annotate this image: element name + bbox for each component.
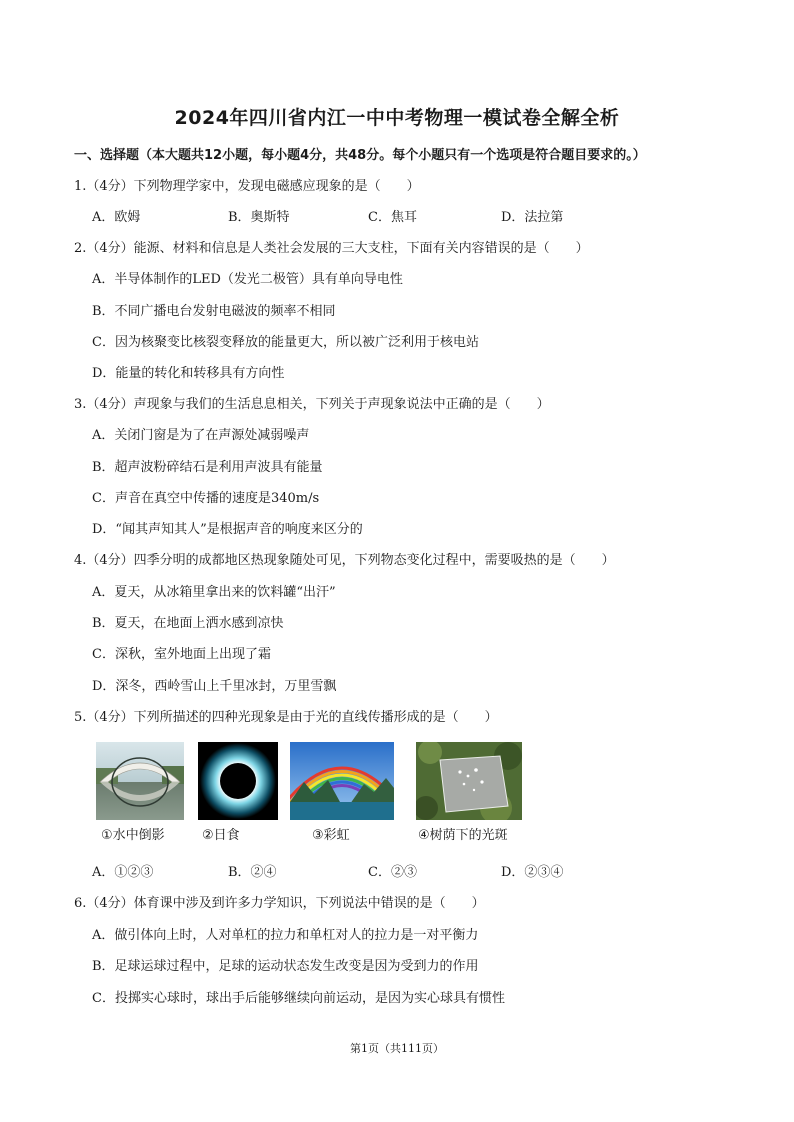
q4-option-a: A．夏天，从冰箱里拿出来的饮料罐“出汗” — [92, 585, 336, 600]
image-solar-eclipse — [198, 742, 278, 820]
q1-option-a: A．欧姆 — [92, 210, 141, 225]
q1-option-c: C．焦耳 — [368, 210, 417, 225]
image-light-spots — [416, 742, 522, 820]
q5-option-b: B．②④ — [228, 865, 277, 880]
q2-option-d: D．能量的转化和转移具有方向性 — [92, 366, 285, 381]
caption-3: ③彩虹 — [312, 828, 350, 843]
image-water-reflection — [96, 742, 184, 820]
question-1-stem: 1.（4分）下列物理学家中，发现电磁感应现象的是（ ） — [74, 179, 420, 194]
q1-option-b: B．奥斯特 — [228, 210, 290, 225]
q6-option-b: B．足球运球过程中，足球的运动状态发生改变是因为受到力的作用 — [92, 959, 479, 974]
question-5-stem: 5.（4分）下列所描述的四种光现象是由于光的直线传播形成的是（ ） — [74, 710, 498, 725]
q6-option-c: C．投掷实心球时，球出手后能够继续向前运动，是因为实心球具有惯性 — [92, 991, 505, 1006]
q4-option-d: D．深冬，西岭雪山上千里冰封，万里雪飘 — [92, 679, 337, 694]
q4-option-c: C．深秋，室外地面上出现了霜 — [92, 647, 271, 662]
page-footer: 第1页（共111页） — [350, 1042, 444, 1055]
q2-option-a: A．半导体制作的LED（发光二极管）具有单向导电性 — [92, 272, 403, 287]
q5-option-c: C．②③ — [368, 865, 417, 880]
image-rainbow — [290, 742, 394, 820]
q2-option-c: C．因为核聚变比核裂变释放的能量更大，所以被广泛利用于核电站 — [92, 335, 479, 350]
q4-option-b: B．夏天，在地面上洒水感到凉快 — [92, 616, 284, 631]
q5-option-a: A．①②③ — [92, 865, 154, 880]
caption-2: ②日食 — [202, 828, 240, 843]
question-6-stem: 6.（4分）体育课中涉及到许多力学知识，下列说法中错误的是（ ） — [74, 896, 485, 911]
section-heading: 一、选择题（本大题共12小题，每小题4分，共48分。每个小题只有一个选项是符合题目要求的。） — [74, 148, 646, 163]
q3-option-a: A．关闭门窗是为了在声源处减弱噪声 — [92, 428, 310, 443]
page-title: 2024年四川省内江一中中考物理一模试卷全解全析 — [174, 107, 620, 129]
q3-option-b: B．超声波粉碎结石是利用声波具有能量 — [92, 460, 323, 475]
question-4-stem: 4.（4分）四季分明的成都地区热现象随处可见，下列物态变化过程中，需要吸热的是（ ） — [74, 553, 615, 568]
question-3-stem: 3.（4分）声现象与我们的生活息息相关，下列关于声现象说法中正确的是（ ） — [74, 397, 550, 412]
q1-option-d: D．法拉第 — [501, 210, 564, 225]
question-2-stem: 2.（4分）能源、材料和信息是人类社会发展的三大支柱，下面有关内容错误的是（ ） — [74, 241, 589, 256]
caption-1: ①水中倒影 — [101, 828, 165, 843]
q3-option-d: D．“闻其声知其人”是根据声音的响度来区分的 — [92, 522, 363, 537]
q6-option-a: A．做引体向上时，人对单杠的拉力和单杠对人的拉力是一对平衡力 — [92, 928, 479, 943]
q3-option-c: C．声音在真空中传播的速度是340m/s — [92, 491, 320, 506]
caption-4: ④树荫下的光斑 — [418, 828, 508, 843]
q2-option-b: B．不同广播电台发射电磁波的频率不相同 — [92, 304, 336, 319]
q5-option-d: D．②③④ — [501, 865, 564, 880]
